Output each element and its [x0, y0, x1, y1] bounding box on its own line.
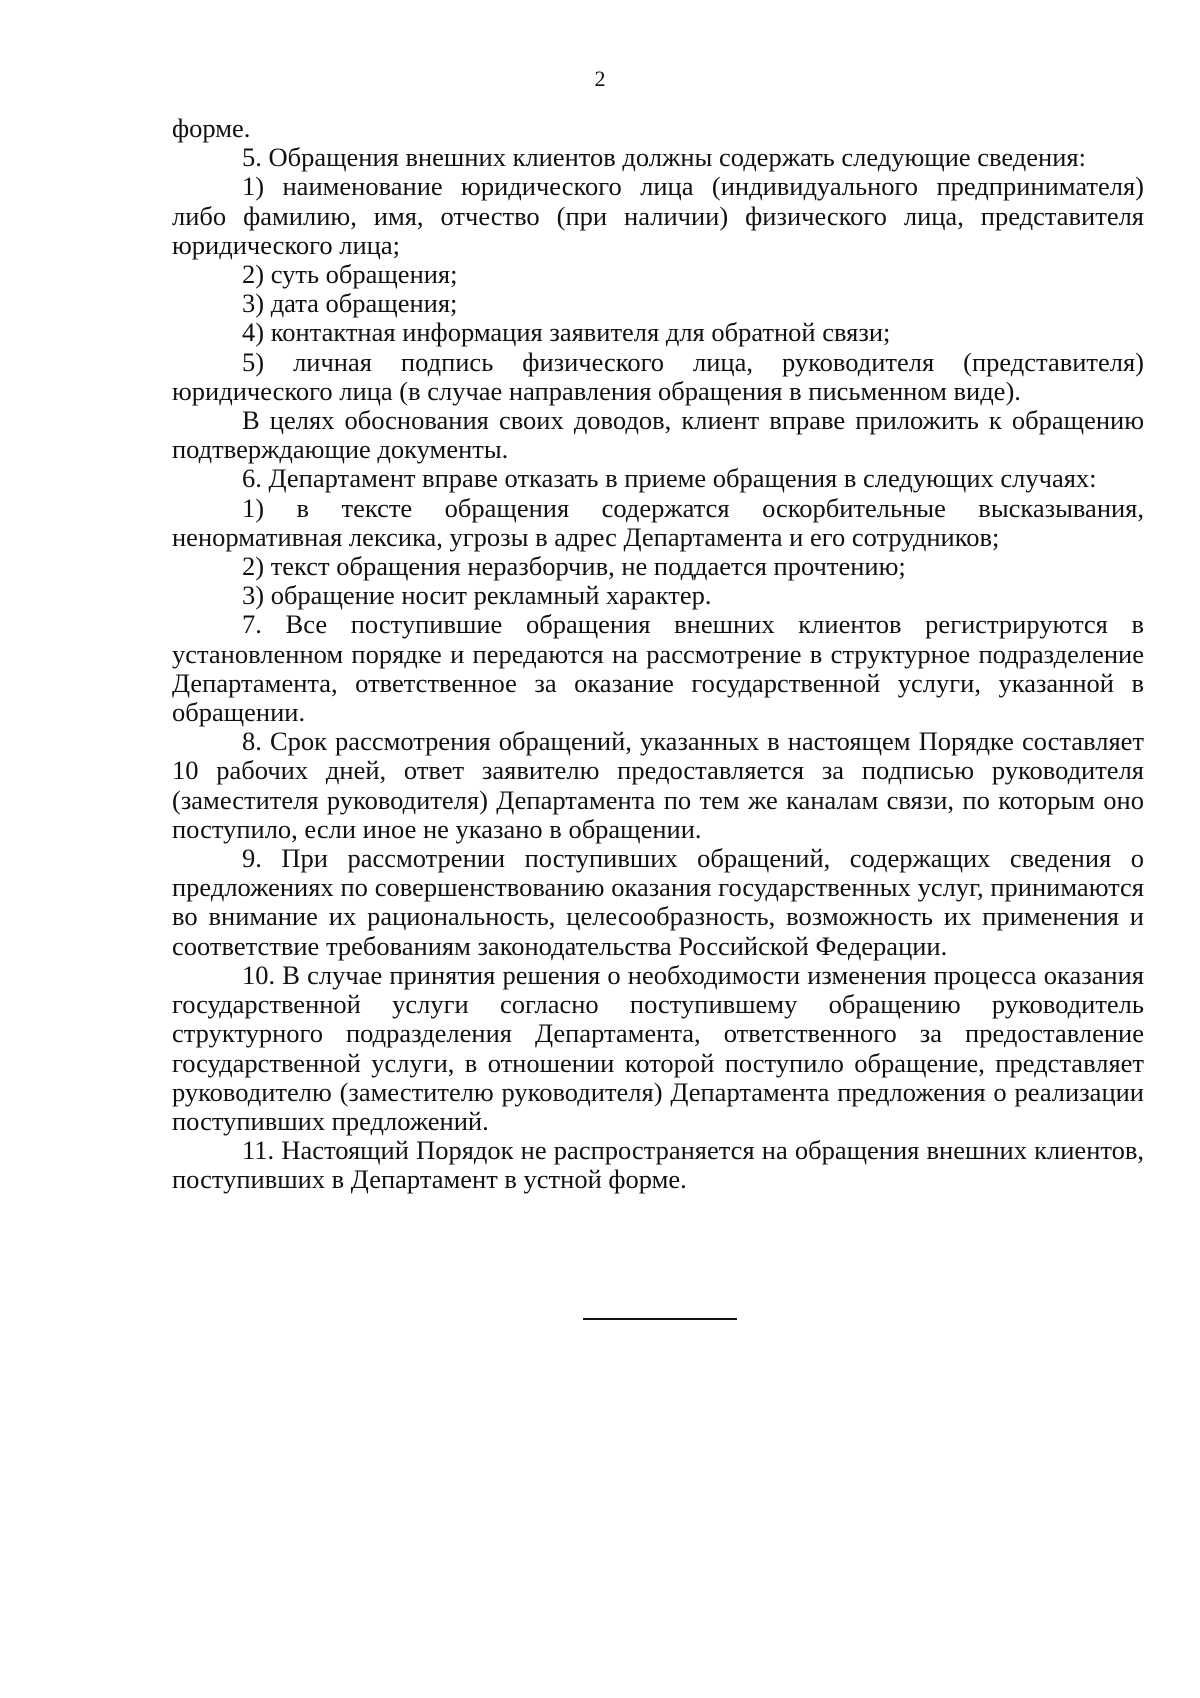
- paragraph-item-5-1: 1) наименование юридического лица (индивидуального предпринимателя) либо фамилию, имя, отчество (при наличии) физического лица, представителя юридического лица;: [172, 171, 1144, 260]
- paragraph-item-11: 11. Настоящий Порядок не распространяется на обращения внешних клиентов, поступивших в Департамент в устной форме.: [172, 1135, 1144, 1195]
- page-number: 2: [594, 66, 606, 91]
- paragraph-item-5: 5. Обращения внешних клиентов должны содержать следующие сведения:: [242, 142, 1086, 173]
- paragraph-item-6: 6. Департамент вправе отказать в приеме обращения в следующих случаях:: [242, 463, 1097, 494]
- paragraph-item-6-2: 2) текст обращения неразборчив, не поддается прочтению;: [242, 551, 906, 582]
- end-of-document-rule: [583, 1318, 737, 1320]
- paragraph-supporting-documents: В целях обоснования своих доводов, клиент вправе приложить к обращению подтверждающие документы.: [172, 405, 1144, 465]
- paragraph-item-6-3: 3) обращение носит рекламный характер.: [242, 580, 712, 611]
- paragraph-item-5-2: 2) суть обращения;: [242, 259, 458, 290]
- paragraph-item-10: 10. В случае принятия решения о необходимости изменения процесса оказания государственной услуги согласно поступившему обращению руководитель структурного подразделения Департамента, ответственного за предоставление государственной услуги, в отношении которой поступило обращение, представляет руководителю (заместителю руководителя) Департамента предложения о реализации поступивших предложений.: [172, 959, 1144, 1136]
- document-body: [172, 114, 1144, 1195]
- paragraph-item-8: 8. Срок рассмотрения обращений, указанных в настоящем Порядке составляет 10 рабочих дней, ответ заявителю предоставляется за подписью руководителя (заместителя руководителя) Департамента по тем же каналам связи, по которым оно поступило, если иное не указано в обращении.: [172, 726, 1144, 844]
- paragraph-item-7: 7. Все поступившие обращения внешних клиентов регистрируются в установленном порядке и передаются на рассмотрение в структурное подразделение Департамента, ответственное за оказание государственной услуги, указанной в обращении.: [172, 609, 1144, 728]
- paragraph-item-5-3: 3) дата обращения;: [242, 288, 458, 319]
- paragraph-item-5-4: 4) контактная информация заявителя для обратной связи;: [242, 317, 891, 348]
- paragraph-continuation: форме.: [172, 113, 251, 143]
- paragraph-item-9: 9. При рассмотрении поступивших обращений, содержащих сведения о предложениях по совершенствованию оказания государственных услуг, принимаются во внимание их рациональность, целесообразность, возможность их применения и соответствие требованиям законодательства Российской Федерации.: [172, 843, 1144, 961]
- paragraph-item-5-5: 5) личная подпись физического лица, руководителя (представителя) юридического лица (в случае направления обращения в письменном виде).: [172, 346, 1144, 406]
- paragraph-item-6-1: 1) в тексте обращения содержатся оскорбительные высказывания, ненормативная лексика, угрозы в адрес Департамента и его сотрудников;: [172, 492, 1144, 552]
